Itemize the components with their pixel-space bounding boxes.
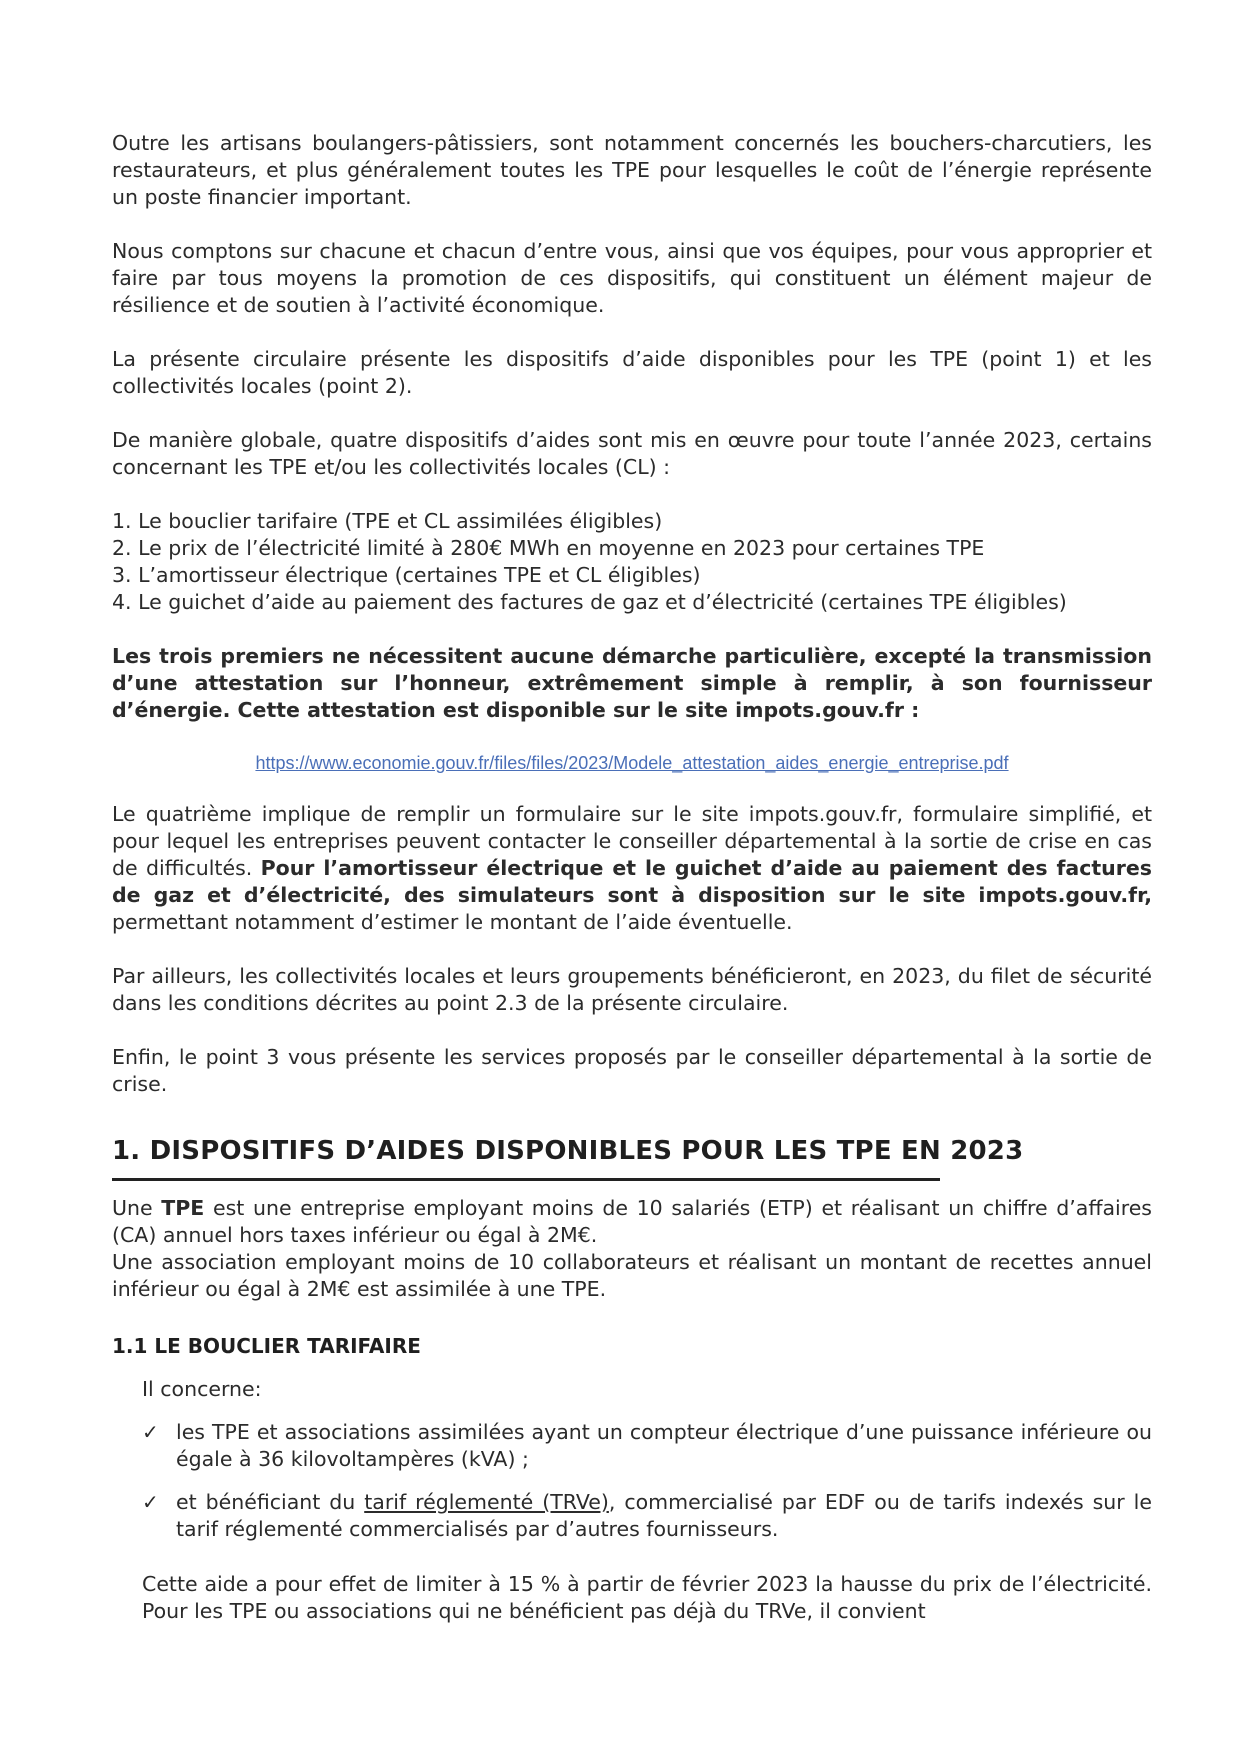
check-icon: ✓	[142, 1420, 159, 1444]
check-item-text	[176, 1489, 1152, 1543]
section-1-title: 1. DISPOSITIFS D’AIDES DISPONIBLES POUR LES TPE EN 2023	[112, 1136, 1024, 1166]
list-item: 1. Le bouclier tarifaire (TPE et CL assimilées éligibles)	[112, 509, 663, 533]
paragraph-local-authorities: Par ailleurs, les collectivités locales et leurs groupements bénéficieront, en 2023, du filet de sécurité dans les conditions décrites au point 2.3 de la présente circulaire.	[112, 964, 1152, 1015]
fourth-device-text: Le quatrième implique de remplir un formulaire sur le site impots.gouv.fr, formulaire simplifié, et pour lequel les entreprises peuvent contacter le conseiller départemental à la sortie de crise en cas de difficultés.	[112, 802, 1152, 880]
simulators-notice: Pour l’amortisseur électrique et le guichet d’aide au paiement des factures de gaz et d’électricité, des simulateurs sont à disposition sur le site impots.gouv.fr,	[112, 856, 1152, 907]
paragraph-four-devices: De manière globale, quatre dispositifs d’aides sont mis en œuvre pour toute l’année 2023, certains concernant les TPE et/ou les collectivités locales (CL) :	[112, 428, 1152, 479]
paragraph-tpe-definition	[112, 1195, 1152, 1249]
fourth-device-tail: permettant notamment d’estimer le montant de l’aide éventuelle.	[112, 910, 793, 934]
paragraph-promotion: Nous comptons sur chacune et chacun d’entre vous, ainsi que vos équipes, pour vous approprier et faire par tous moyens la promotion de ces dispositifs, qui constituent un élément majeur de résilience et de soutien à l’activité économique.	[112, 239, 1152, 317]
paragraph-fourth-device	[112, 801, 1152, 936]
dispositifs-list	[112, 508, 1152, 616]
paragraph-bouclier-effect: Cette aide a pour effet de limiter à 15 % à partir de février 2023 la hausse du prix de l’électricité. Pour les TPE ou associations qui ne bénéficient pas déjà du TRVe, il convient	[142, 1572, 1152, 1623]
check-list-item	[112, 1419, 1152, 1473]
check-icon: ✓	[142, 1490, 159, 1514]
bouclier-intro: Il concerne:	[142, 1377, 262, 1401]
item2-rest: , commercialisé par EDF ou de tarifs indexés sur le tarif réglementé commercialisés par d’autres fournisseurs.	[176, 1490, 1152, 1541]
tpe-prefix: Une	[112, 1196, 162, 1220]
attestation-link[interactable]: https://www.economie.gouv.fr/files/files/2023/Modele_attestation_aides_energie_entreprise.pdf	[255, 753, 1009, 773]
tpe-term: TPE	[161, 1196, 205, 1220]
attestation-link-line	[112, 750, 1152, 777]
list-item: 2. Le prix de l’électricité limité à 280€ MWh en moyenne en 2023 pour certaines TPE	[112, 536, 985, 560]
trve-term: tarif réglementé (TRVe)	[364, 1490, 609, 1514]
paragraph-circular-scope: La présente circulaire présente les dispositifs d’aide disponibles pour les TPE (point 1) et les collectivités locales (point 2).	[112, 347, 1152, 398]
paragraph-concerned-artisans: Outre les artisans boulangers-pâtissiers, sont notamment concernés les bouchers-charcutiers, les restaurateurs, et plus généralement toutes les TPE pour lesquelles le coût de l’énergie représente un poste financier important.	[112, 131, 1152, 209]
check-list-item	[112, 1489, 1152, 1543]
paragraph-advisor: Enfin, le point 3 vous présente les services proposés par le conseiller départemental à la sortie de crise.	[112, 1045, 1152, 1096]
list-item: 4. Le guichet d’aide au paiement des factures de gaz et d’électricité (certaines TPE éligibles)	[112, 590, 1067, 614]
item2-prefix: et bénéficiant du	[176, 1490, 365, 1514]
attestation-notice: Les trois premiers ne nécessitent aucune démarche particulière, excepté la transmission d’une attestation sur l’honneur, extrêmement simple à remplir, à son fournisseur d’énergie. Cette attestation est disponible sur le site impots.gouv.fr :	[112, 644, 1152, 722]
document-body	[112, 130, 1152, 1625]
tpe-definition-text: est une entreprise employant moins de 10 salariés (ETP) et réalisant un chiffre d’affaires (CA) annuel hors taxes inférieur ou égal à 2M€.	[112, 1196, 1152, 1247]
section-1-1-title: 1.1 LE BOUCLIER TARIFAIRE	[112, 1334, 421, 1358]
list-item: 3. L’amortisseur électrique (certaines TPE et CL éligibles)	[112, 563, 701, 587]
check-item-text: les TPE et associations assimilées ayant un compteur électrique d’une puissance inférieure ou égale à 36 kilovoltampères (kVA) ;	[176, 1420, 1152, 1471]
paragraph-association-definition: Une association employant moins de 10 collaborateurs et réalisant un montant de recettes annuel inférieur ou égal à 2M€ est assimilée à une TPE.	[112, 1250, 1152, 1301]
section-title-underline	[112, 1178, 940, 1181]
